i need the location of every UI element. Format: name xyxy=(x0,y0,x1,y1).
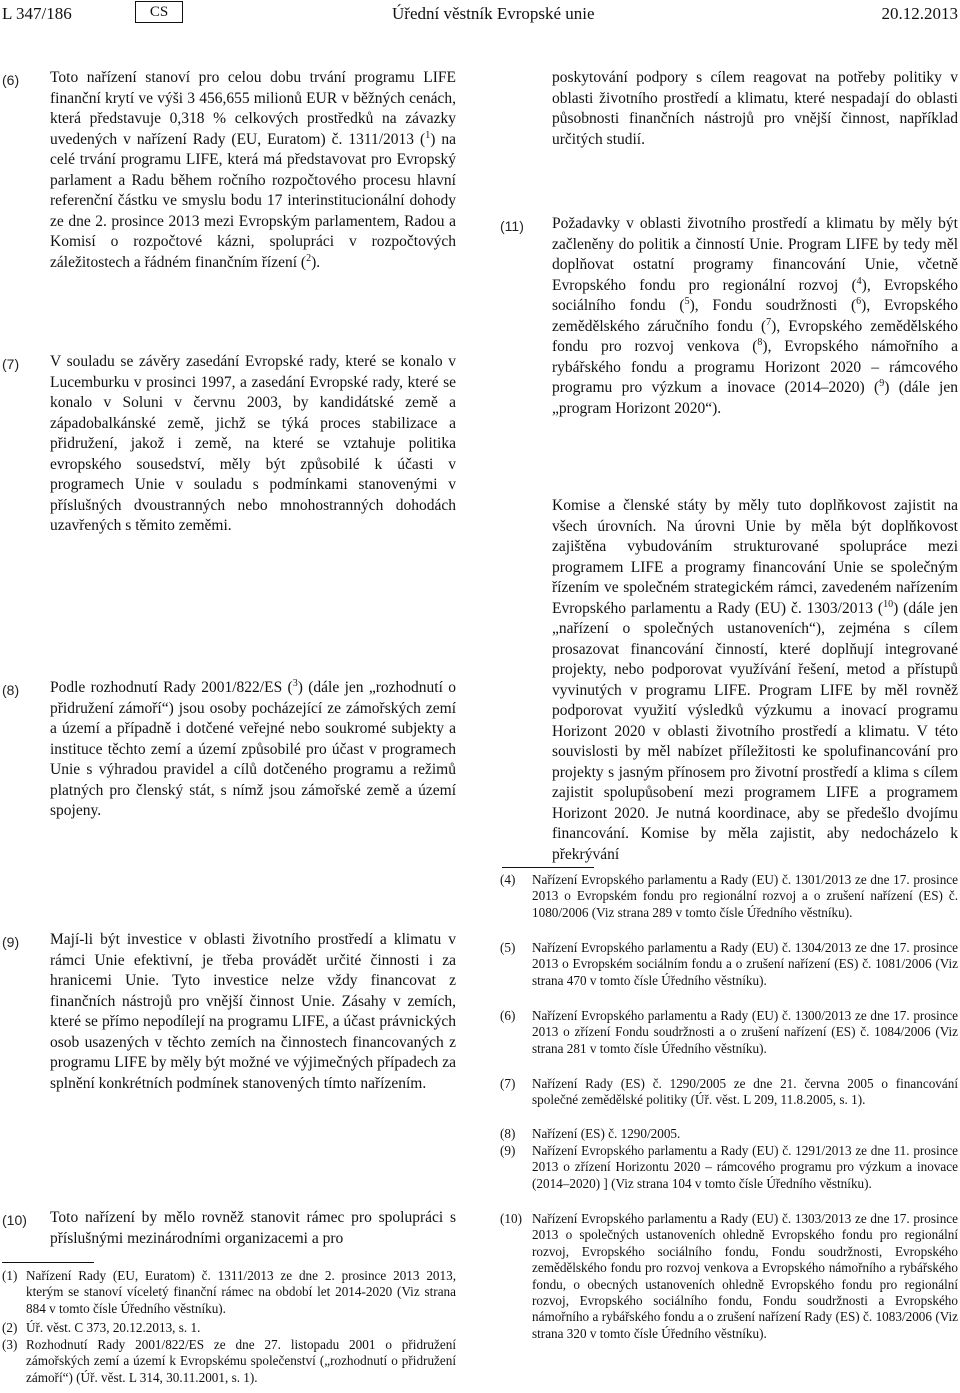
recital-number: (10) xyxy=(2,1212,27,1228)
footnote-number: (8) xyxy=(500,1126,516,1141)
footnote-text: Nařízení Evropského parlamentu a Rady (EU) č. 1300/2013 ze dne 17. prosince 2013 o zřízení Fondu soudržnosti a o zrušení nařízení (ES) č. 1084/2006 (Viz strana 281 v tomto čísle Úředního věstníku). xyxy=(532,1008,958,1056)
page-header xyxy=(0,0,960,26)
recital-6: Toto nařízení stanoví pro celou dobu trvání programu LIFE finanční krytí ve výši 3 456,655 milionů EUR v běžných cenách, která představuje 0,318 % celkových prostředků na závazky uvedených v nařízení Rady (EU, Euratom) č. 1311/2013 ($^1$) na celé trvání programu LIFE, která má představovat pro Evropský parlament a Radu během ročního rozpočtového procesu hlavní referenční částku ve smyslu bodu 17 interinstitucionální dohody ze dne 2. prosince 2013 mezi Evropským parlamentem, Radou a Komisí o rozpočtové kázni, spolupráci v rozpočtových záležitostech a řádném finančním řízení ($^2$). xyxy=(50,69,456,271)
recital-number: (7) xyxy=(2,356,20,372)
recital-9: Mají-li být investice v oblasti životního prostředí a klimatu v rámci Unie efektivní, je třeba provádět určité činnosti i za hranicemi Unie. Tyto investice nelze vždy financovat z finančních nástrojů pro vnější činnost Unie. Zásahy v zemích, které se přímo nepodílejí na programu LIFE, a účast právnických osob usazených v těchto zemích na činnostech financovaných z programu LIFE by měly být možné ve výjimečných případech za splnění konkrétních podmínek stanovených tímto nařízením. xyxy=(50,931,456,1092)
footnote-text: Nařízení (ES) č. 1290/2005. xyxy=(532,1126,681,1141)
footnote-text: Nařízení Evropského parlamentu a Rady (EU) č. 1301/2013 ze dne 17. prosince 2013 o Evropském fondu pro regionální rozvoj a o zrušení nařízení (ES) č. 1080/2006 (Viz strana 289 v tomto čísle Úředního věstníku). xyxy=(532,872,958,920)
footnote xyxy=(500,1126,958,1142)
recital-11: Požadavky v oblasti životního prostředí a klimatu by měly být začleněny do politik a činností Unie. Program LIFE by tedy měl doplňovat ostatní programy financování Unie, včetně Evropského fondu pro regionální rozvoj ($^4$), Evropského sociálního fondu ($^5$), Fondu soudržnosti ($^6$), Evropského zemědělského záručního fondu ($^7$), Evropského zemědělského fondu pro rozvoj venkova ($^8$), Evropského námořního a rybářského fondu a programu Horizont 2020 – rámcového programu pro výzkum a inovace (2014–2020) ($^9$) (dále jen „program Horizont 2020“). xyxy=(552,215,959,417)
journal-title: Úřední věstník Evropské unie xyxy=(392,4,595,23)
language-badge: CS xyxy=(135,1,183,23)
recital-10: Toto nařízení by mělo rovněž stanovit rámec pro spolupráci s příslušnými mezinárodními organizacemi a pro xyxy=(50,1209,456,1247)
footnote-number: (10) xyxy=(500,1211,522,1226)
footnote-text: Rozhodnutí Rady 2001/822/ES ze dne 27. listopadu 2001 o přidružení zámořských zemí a území k Evropskému společenství („rozhodnutí o přidružení zámoří“) (Úř. věst. L 314, 30.11.2001, s. 1). xyxy=(26,1337,456,1385)
footnote xyxy=(2,1320,456,1336)
footnote xyxy=(500,1211,958,1342)
recital-7: V souladu se závěry zasedání Evropské rady, které se konalo v Lucemburku v prosinci 1997, a zasedání Evropské rady, které se konalo v Soluni v červnu 2003, by kandidátské země a západobalkánské země, jichž se týká proces stabilizace a přidružení, jakož i země, na které se vztahuje politika evropského sousedství, měly být způsobilé k účasti v programech Unie v souladu s podmínkami stanovenými v příslušných dvoustranných nebo mnohostranných dohodách uzavřených s těmito zeměmi. xyxy=(50,353,456,534)
footnote-number: (6) xyxy=(500,1008,516,1023)
footnote xyxy=(500,1008,958,1057)
footnote-number: (9) xyxy=(500,1143,516,1158)
footnote-number: (4) xyxy=(500,872,516,887)
recital-number: (9) xyxy=(2,934,20,950)
publication-date: 20.12.2013 xyxy=(881,4,958,23)
recital-number: (8) xyxy=(2,682,20,698)
recital-8: Podle rozhodnutí Rady 2001/822/ES ($^3$) (dále jen „rozhodnutí o přidružení zámoří“) jsou osoby pocházející ze zámořských zemí a území a případně i dotčené veřejné nebo soukromé subjekty a instituce těchto zemí a území způsobilé pro účast v programech Unie s výhradou pravidel a cílů dotčeného programu a režimů platných pro členský stát, s nímž jsou zámořské země a území spojeny. xyxy=(50,677,456,819)
footnote xyxy=(500,872,958,921)
footnote-number: (1) xyxy=(2,1268,18,1283)
footnote xyxy=(500,940,958,989)
footnote xyxy=(2,1337,456,1386)
recital-number: (11) xyxy=(500,218,524,234)
recital-11-paragraph-2: Komise a členské státy by měly tuto doplňkovost zajistit na všech úrovních. Na úrovni Unie by měla být doplňkovost zajištěna vybudováním strukturované spolupráce mezi programem LIFE a programy financování Unie se společným řízením ve společném strategickém rámci, zavedeném nařízením Evropského parlamentu a Rady (EU) č. 1303/2013 ($^{10}$) (dále jen „nařízení o společných ustanoveních“), zejména s cílem prosazovat financování činností, které doplňují integrované projekty, nebo podporovat využívání řešení, metod a přístupů vyvinutých v programu LIFE. Program LIFE by měl rovněž podporovat využití výsledků výzkumu a inovací programu Horizont 2020 v oblasti životního prostředí a klimatu. V této souvislosti by měl nabízet příležitosti ke spolufinancování pro projekty s jasným přínosem pro životní prostředí a klima s cílem zajistit spolupůsobení mezi programem LIFE a programem Horizont 2020. Je nutná koordinace, aby se předešlo dvojímu financování. Komise by měla zajistit, aby nedocházelo k překrývání xyxy=(552,497,958,863)
footnote-text: Nařízení Evropského parlamentu a Rady (EU) č. 1291/2013 ze dne 11. prosince 2013 o zřízení Horizontu 2020 – rámcového programu pro výzkum a inovace (2014–2020) ] (Viz strana 104 v tomto čísle Úředního věstníku). xyxy=(532,1143,958,1191)
footnote xyxy=(2,1268,456,1317)
recital-number: (6) xyxy=(2,72,20,88)
footnote-text: Nařízení Evropského parlamentu a Rady (EU) č. 1304/2013 ze dne 17. prosince 2013 o Evropském sociálním fondu a o zrušení nařízení (ES) č. 1081/2006 (Viz strana 470 v tomto čísle Úředního věstníku). xyxy=(532,940,958,988)
footnote xyxy=(500,1143,958,1192)
footnote-number: (5) xyxy=(500,940,516,955)
footnote-number: (7) xyxy=(500,1076,516,1091)
footnote-number: (3) xyxy=(2,1337,18,1352)
footnote-separator xyxy=(502,867,594,868)
page-reference: L 347/186 xyxy=(2,4,72,23)
footnote-text: Úř. věst. C 373, 20.12.2013, s. 1. xyxy=(26,1320,201,1335)
footnote-number: (2) xyxy=(2,1320,18,1335)
footnote xyxy=(500,1076,958,1109)
footnote-text: Nařízení Evropského parlamentu a Rady (EU) č. 1303/2013 ze dne 17. prosince 2013 o společných ustanoveních ohledně Evropského fondu pro regionální rozvoj, Evropského sociálního fondu, Fondu soudržnosti, Evropského zemědělského fondu pro rozvoj venkova a Evropského námořního a rybářského fondu, o obecných ustanoveních ohledně Evropského fondu pro regionální rozvoj, Evropského sociálního fondu, Fondu soudržnosti a Evropského námořního a rybářského fondu a o zrušení nařízení Rady (ES) č. 1083/2006 (Viz strana 320 v tomto čísle Úředního věstníku). xyxy=(532,1211,958,1341)
footnote-text: Nařízení Rady (ES) č. 1290/2005 ze dne 21. června 2005 o financování společné zemědělské politiky (Úř. věst. L 209, 11.8.2005, s. 1). xyxy=(532,1076,958,1108)
footnote-text: Nařízení Rady (EU, Euratom) č. 1311/2013 ze dne 2. prosince 2013 2013, kterým se stanoví víceletý finanční rámec na období let 2014-2020 (Viz strana 884 v tomto čísle Úředního věstníku). xyxy=(26,1268,456,1316)
recital-10-continuation: poskytování podpory s cílem reagovat na potřeby politiky v oblasti životního prostředí a klimatu, které nespadají do oblasti působnosti finančních nástrojů pro vnější činnost, například určitých studií. xyxy=(552,69,958,148)
footnote-separator xyxy=(2,1262,94,1263)
